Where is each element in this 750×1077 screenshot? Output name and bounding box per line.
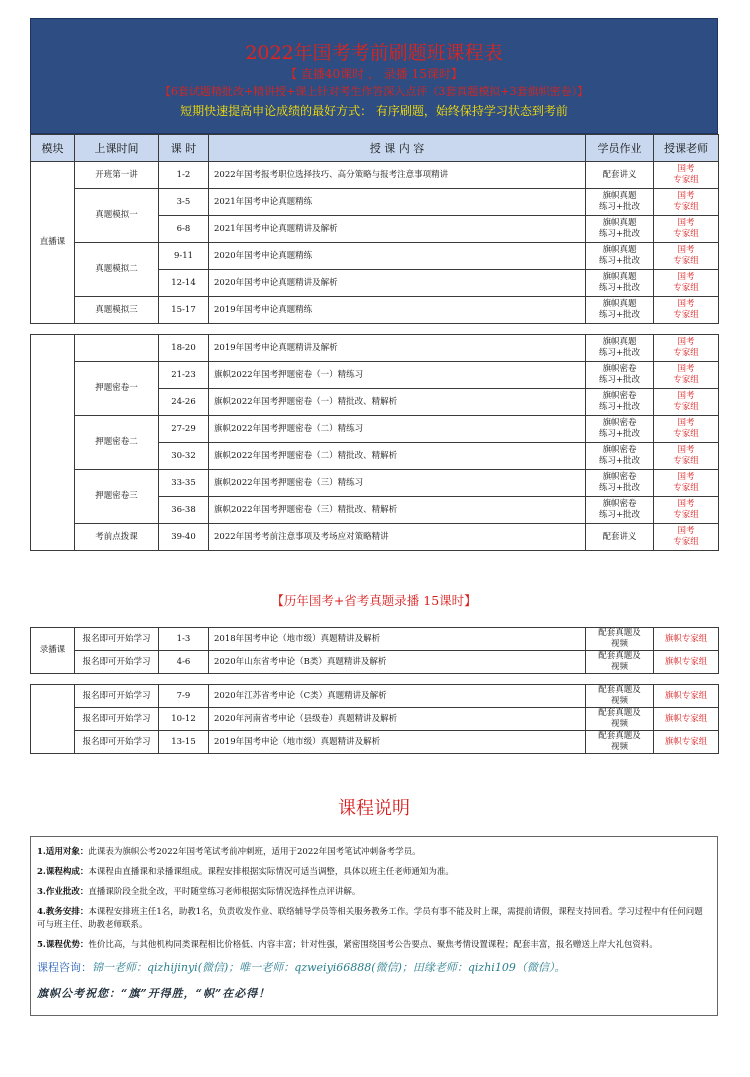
hours-cell: 30-32	[159, 443, 209, 470]
hours-cell: 6-8	[159, 216, 209, 243]
note-text: 本课程由直播课和录播课组成。课程安排根据实际情况可适当调整，具体以班主任老师通知为准。	[88, 867, 454, 877]
homework-cell: 旗帜密卷 练习+批改	[586, 497, 654, 524]
homework-cell: 旗帜真题 练习+批改	[586, 243, 654, 270]
teacher-cell: 国考 专家组	[654, 189, 719, 216]
note-text: 此课表为旗帜公考2022年国考笔试考前冲刺班，适用于2022年国考笔试冲刺备考学员。	[88, 847, 421, 857]
note-item	[37, 906, 709, 932]
homework-cell: 配套讲义	[586, 162, 654, 189]
notes-list	[37, 846, 709, 952]
hours-cell: 13-15	[159, 731, 209, 754]
page-title: 2022年国考考前刷题班课程表	[245, 42, 503, 64]
note-heading: 1.适用对象：	[37, 847, 89, 857]
content-cell: 2020年国考申论真题精讲及解析	[209, 270, 586, 297]
hours-cell: 3-5	[159, 189, 209, 216]
time-cell: 报名即可开始学习	[75, 731, 159, 754]
content-cell: 2020年江苏省考申论（C类）真题精讲及解析	[209, 685, 586, 708]
teacher-cell: 旗帜专家组	[654, 731, 719, 754]
table-row	[31, 335, 719, 362]
hours-cell: 36-38	[159, 497, 209, 524]
teacher-cell: 国考 专家组	[654, 297, 719, 324]
table-row	[31, 470, 719, 497]
module-cell	[31, 335, 75, 551]
page-frame	[30, 18, 718, 1016]
note-item	[37, 866, 709, 879]
live-table-body-2	[31, 335, 719, 551]
session-label: 押题密卷一	[75, 362, 159, 416]
homework-cell: 配套真题及 视频	[586, 628, 654, 651]
content-cell: 2019年国考申论真题精讲及解析	[209, 335, 586, 362]
hours-cell: 18-20	[159, 335, 209, 362]
teacher-cell: 国考 专家组	[654, 162, 719, 189]
hours-cell: 4-6	[159, 651, 209, 674]
hours-cell: 33-35	[159, 470, 209, 497]
table-row	[31, 162, 719, 189]
closing-slogan: 旗帜公考祝您：“旗”开得胜，“帜”在必得！	[37, 987, 271, 1000]
homework-cell: 旗帜密卷 练习+批改	[586, 443, 654, 470]
header-teacher: 授课老师	[654, 135, 719, 162]
session-label	[75, 335, 159, 362]
hours-cell: 7-9	[159, 685, 209, 708]
session-label: 押题密卷三	[75, 470, 159, 524]
hours-cell: 24-26	[159, 389, 209, 416]
hours-cell: 27-29	[159, 416, 209, 443]
note-heading: 2.课程构成：	[37, 867, 89, 877]
note-text: 性价比高，与其他机构同类课程相比价格低、内容丰富；针对性强，紧密围绕国考公告要点、聚焦考情设置课程；配套丰富，报名赠送上岸大礼包资料。	[88, 940, 658, 950]
notes-box	[30, 836, 718, 1016]
homework-cell: 配套讲义	[586, 524, 654, 551]
content-cell: 旗帜2022年国考押题密卷（三）精练习	[209, 470, 586, 497]
session-label: 考前点拨课	[75, 524, 159, 551]
consult-label: 课程咨询：	[37, 961, 92, 974]
content-cell: 2020年河南省考申论（县级卷）真题精讲及解析	[209, 708, 586, 731]
content-cell: 2021年国考申论真题精练	[209, 189, 586, 216]
table-row	[31, 416, 719, 443]
hours-cell: 1-2	[159, 162, 209, 189]
recorded-table	[30, 627, 719, 674]
recorded-section-title: 【历年国考+省考真题录播 15课时】	[271, 593, 477, 608]
session-label: 真题模拟一	[75, 189, 159, 243]
module-cell: 录播课	[31, 628, 75, 674]
time-cell: 报名即可开始学习	[75, 685, 159, 708]
notes-title: 课程说明	[338, 798, 410, 819]
consult-text: 锦一老师：qizhijinyi(微信)；唯一老师：qzweiyi66888(微信)；田缘老师：qizhi109（微信）。	[92, 961, 566, 974]
recorded-table-body-2	[31, 685, 719, 754]
teacher-cell: 旗帜专家组	[654, 651, 719, 674]
banner-slogan: 短期快速提高申论成绩的最好方式： 有序刷题，始终保持学习状态到考前	[180, 104, 568, 118]
table-row	[31, 708, 719, 731]
content-cell: 2019年国考申论真题精练	[209, 297, 586, 324]
teacher-cell: 国考 专家组	[654, 443, 719, 470]
teacher-cell: 国考 专家组	[654, 389, 719, 416]
hours-cell: 39-40	[159, 524, 209, 551]
header-homework: 学员作业	[586, 135, 654, 162]
hours-cell: 9-11	[159, 243, 209, 270]
homework-cell: 旗帜密卷 练习+批改	[586, 389, 654, 416]
note-item	[37, 939, 709, 952]
homework-cell: 配套真题及 视频	[586, 708, 654, 731]
consult-line	[37, 959, 709, 975]
header-hours: 课 时	[159, 135, 209, 162]
recorded-table-body	[31, 628, 719, 674]
hours-cell: 10-12	[159, 708, 209, 731]
table-row	[31, 731, 719, 754]
homework-cell: 旗帜真题 练习+批改	[586, 297, 654, 324]
table-row	[31, 297, 719, 324]
note-item	[37, 846, 709, 859]
content-cell: 旗帜2022年国考押题密卷（一）精练习	[209, 362, 586, 389]
session-label: 开班第一讲	[75, 162, 159, 189]
module-cell	[31, 685, 75, 754]
content-cell: 旗帜2022年国考押题密卷（二）精批改、精解析	[209, 443, 586, 470]
content-cell: 2020年国考申论真题精练	[209, 243, 586, 270]
teacher-cell: 国考 专家组	[654, 470, 719, 497]
teacher-cell: 旗帜专家组	[654, 685, 719, 708]
live-schedule-table	[30, 134, 719, 324]
homework-cell: 旗帜真题 练习+批改	[586, 216, 654, 243]
live-table-body	[31, 162, 719, 324]
homework-cell: 旗帜真题 练习+批改	[586, 270, 654, 297]
content-cell: 2018年国考申论（地市级）真题精讲及解析	[209, 628, 586, 651]
note-item	[37, 886, 709, 899]
homework-cell: 旗帜密卷 练习+批改	[586, 362, 654, 389]
note-text: 直播课阶段全批全改，平时随堂练习老师根据实际情况选择性点评讲解。	[88, 887, 361, 897]
header-content: 授 课 内 容	[209, 135, 586, 162]
time-cell: 报名即可开始学习	[75, 628, 159, 651]
module-cell: 直播课	[31, 162, 75, 324]
table-row	[31, 628, 719, 651]
teacher-cell: 国考 专家组	[654, 270, 719, 297]
teacher-cell: 国考 专家组	[654, 524, 719, 551]
table-header-row	[31, 135, 719, 162]
content-cell: 旗帜2022年国考押题密卷（三）精批改、精解析	[209, 497, 586, 524]
title-banner	[30, 18, 718, 134]
teacher-cell: 国考 专家组	[654, 416, 719, 443]
teacher-cell: 国考 专家组	[654, 216, 719, 243]
table-row	[31, 189, 719, 216]
content-cell: 旗帜2022年国考押题密卷（一）精批改、精解析	[209, 389, 586, 416]
content-cell: 2019年国考申论（地市级）真题精讲及解析	[209, 731, 586, 754]
header-module: 模块	[31, 135, 75, 162]
note-heading: 3.作业批改：	[37, 887, 89, 897]
header-time: 上课时间	[75, 135, 159, 162]
homework-cell: 旗帜密卷 练习+批改	[586, 470, 654, 497]
homework-cell: 配套真题及 视频	[586, 651, 654, 674]
table-row	[31, 651, 719, 674]
time-cell: 报名即可开始学习	[75, 651, 159, 674]
homework-cell: 配套真题及 视频	[586, 685, 654, 708]
course-detail: 【6套试题精批改+精讲授+课上针对考生作答深入点评（3套真题模拟+3套旗帜密卷）】	[159, 85, 589, 98]
hours-cell: 12-14	[159, 270, 209, 297]
note-text: 本课程安排班主任1名，助教1名，负责收发作业、联络辅导学员等相关服务教务工作。学员有事不能及时上课，需提前请假，课程支持回看。学习过程中有任何问题可与班主任、助教老师联系。	[37, 907, 703, 930]
session-label: 押题密卷二	[75, 416, 159, 470]
homework-cell: 配套真题及 视频	[586, 731, 654, 754]
hours-summary: 【 直播40课时 ， 录播 15课时】	[285, 67, 463, 81]
table-row	[31, 362, 719, 389]
table-row	[31, 524, 719, 551]
table-row	[31, 243, 719, 270]
table-row	[31, 685, 719, 708]
teacher-cell: 旗帜专家组	[654, 708, 719, 731]
teacher-cell: 国考 专家组	[654, 243, 719, 270]
teacher-cell: 旗帜专家组	[654, 628, 719, 651]
recorded-table-2	[30, 684, 719, 754]
session-label: 真题模拟三	[75, 297, 159, 324]
session-label: 真题模拟二	[75, 243, 159, 297]
teacher-cell: 国考 专家组	[654, 497, 719, 524]
content-cell: 2022年国考考前注意事项及考场应对策略精讲	[209, 524, 586, 551]
content-cell: 2021年国考申论真题精讲及解析	[209, 216, 586, 243]
homework-cell: 旗帜真题 练习+批改	[586, 335, 654, 362]
content-cell: 旗帜2022年国考押题密卷（二）精练习	[209, 416, 586, 443]
content-cell: 2022年国考报考职位选择技巧、高分策略与报考注意事项精讲	[209, 162, 586, 189]
hours-cell: 15-17	[159, 297, 209, 324]
time-cell: 报名即可开始学习	[75, 708, 159, 731]
hours-cell: 1-3	[159, 628, 209, 651]
live-schedule-table-2	[30, 334, 719, 551]
homework-cell: 旗帜真题 练习+批改	[586, 189, 654, 216]
teacher-cell: 国考 专家组	[654, 362, 719, 389]
note-heading: 5.课程优势：	[37, 940, 89, 950]
note-heading: 4.教务安排：	[37, 907, 89, 917]
homework-cell: 旗帜密卷 练习+批改	[586, 416, 654, 443]
teacher-cell: 国考 专家组	[654, 335, 719, 362]
hours-cell: 21-23	[159, 362, 209, 389]
content-cell: 2020年山东省考申论（B类）真题精讲及解析	[209, 651, 586, 674]
